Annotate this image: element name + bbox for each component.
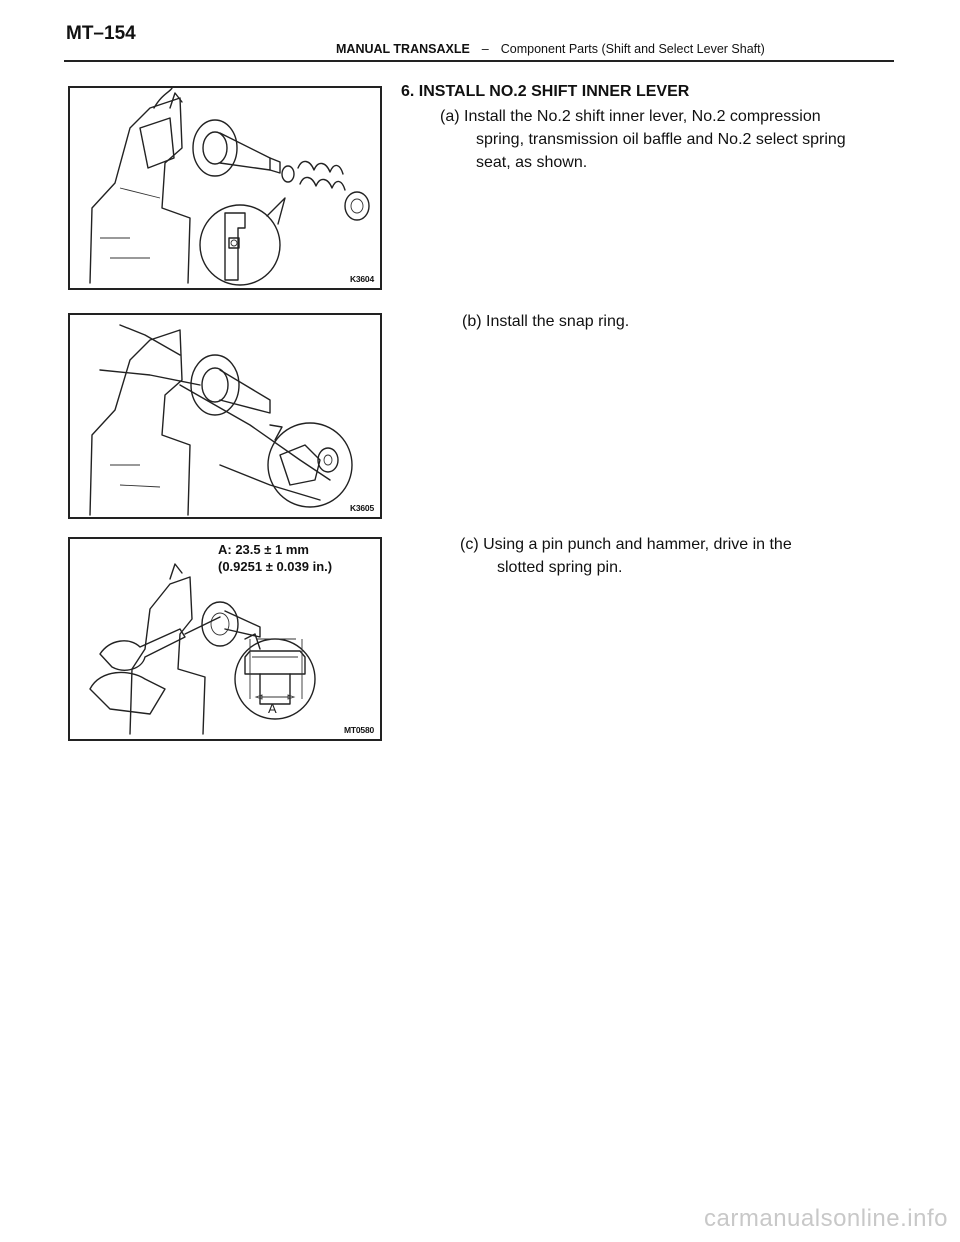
running-header: [336, 42, 765, 56]
header-separator: –: [481, 42, 489, 56]
illustration-snap-ring: [70, 315, 380, 517]
step-a-text: [440, 105, 870, 174]
step-b-text: (b) Install the snap ring.: [462, 313, 630, 330]
spec-value-mm: A: 23.5 ± 1 mm: [218, 542, 309, 557]
step-a-first-line: (a) Install the No.2 shift inner lever, No.2 compression: [440, 108, 821, 125]
site-watermark: carmanualsonline.info: [704, 1205, 948, 1232]
figure-code: MT0580: [344, 725, 374, 735]
spec-value-in: (0.9251 ± 0.039 in.): [218, 559, 333, 574]
subsection-title: Component Parts (Shift and Select Lever Shaft): [500, 42, 765, 56]
step-c-text: [460, 533, 860, 579]
step-c-continuation: slotted spring pin.: [497, 559, 623, 576]
illustration-shift-inner-lever: [70, 88, 380, 288]
step-title: 6. INSTALL NO.2 SHIFT INNER LEVER: [401, 83, 690, 100]
figure-code: K3604: [349, 274, 374, 284]
step-c-first-line: (c) Using a pin punch and hammer, drive in the: [460, 536, 792, 553]
step-a-continuation: spring, transmission oil baffle and No.2 select spring seat, as shown.: [476, 131, 846, 171]
header-rule: [64, 60, 894, 62]
section-title: MANUAL TRANSAXLE: [336, 42, 470, 56]
figure-shift-inner-lever: [68, 86, 382, 290]
page-number: MT–154: [66, 23, 136, 44]
dimension-label-a: A: [268, 701, 277, 716]
figure-snap-ring: [68, 313, 382, 519]
figure-spring-pin: [68, 537, 382, 741]
figure-code: K3605: [349, 503, 374, 513]
